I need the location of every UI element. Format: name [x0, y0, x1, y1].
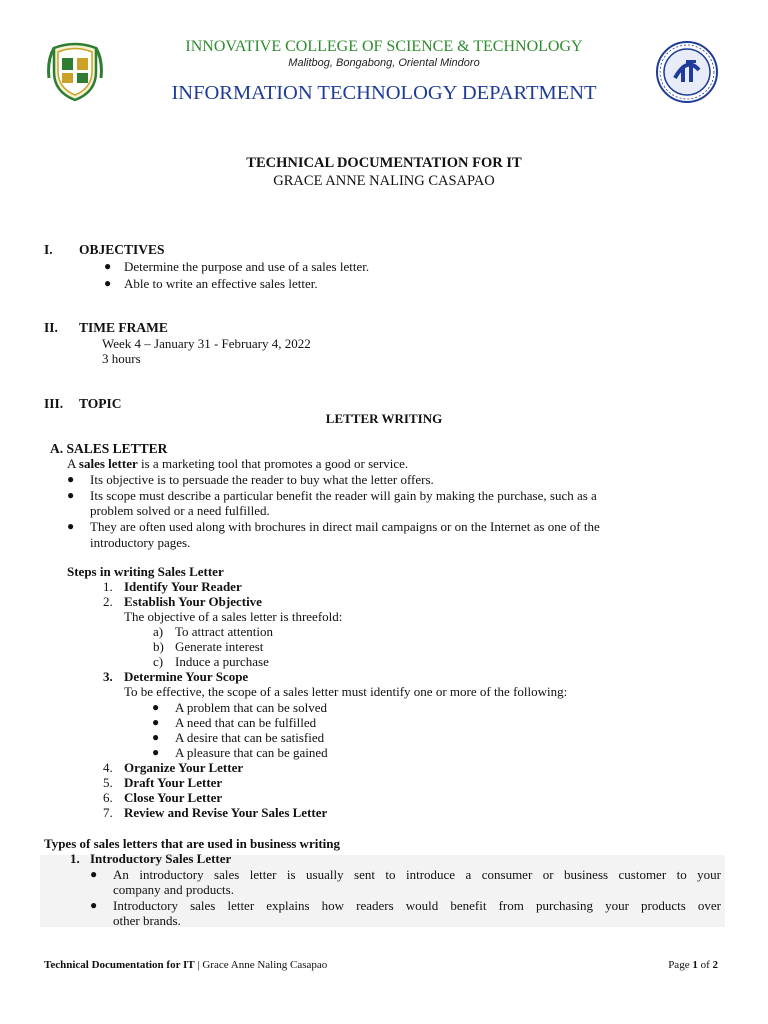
intro-bold: sales letter — [78, 456, 138, 471]
college-name: INNOVATIVE COLLEGE OF SCIENCE & TECHNOLOGY — [185, 38, 583, 55]
step-label: Draft Your Letter — [124, 775, 223, 790]
topic-heading: LETTER WRITING — [325, 411, 443, 426]
list-item-continued: company and products. — [113, 882, 234, 897]
bullet-icon: ● — [67, 488, 75, 502]
list-item-continued: other brands. — [113, 913, 181, 928]
sales-letter-heading: A. SALES LETTER — [50, 441, 168, 456]
time-frame-week: Week 4 – January 31 - February 4, 2022 — [102, 336, 311, 351]
page-of: of — [697, 959, 713, 971]
bullet-icon: ● — [90, 898, 98, 912]
bullet-icon: ● — [152, 730, 160, 744]
step-label: Review and Revise Your Sales Letter — [124, 805, 328, 820]
page-total: 2 — [712, 959, 718, 971]
bullet-icon: ● — [104, 276, 112, 290]
author-name: GRACE ANNE NALING CASAPAO — [273, 173, 495, 189]
bullet-icon: ● — [152, 715, 160, 729]
footer-left — [44, 959, 327, 971]
types-heading: Types of sales letters that are used in business writing — [44, 836, 340, 851]
list-item: Its objective is to persuade the reader to buy what the letter offers. — [90, 472, 434, 487]
step-label: Identify Your Reader — [124, 579, 242, 594]
footer-doc-title: Technical Documentation for IT — [44, 959, 195, 971]
step-description: The objective of a sales letter is threefold: — [124, 609, 343, 624]
step-number: 2. — [103, 594, 113, 609]
list-item-continued: problem solved or a need fulfilled. — [90, 503, 270, 518]
time-frame-hours: 3 hours — [102, 351, 141, 366]
step-number: 6. — [103, 790, 113, 805]
list-item: Able to write an effective sales letter. — [124, 276, 318, 291]
section-heading-objectives: OBJECTIVES — [79, 242, 165, 257]
bullet-icon: ● — [67, 519, 75, 533]
step-label: Close Your Letter — [124, 790, 223, 805]
sub-item: Generate interest — [175, 639, 264, 654]
step-label: Determine Your Scope — [124, 669, 249, 684]
sub-item: A need that can be fulfilled — [175, 715, 317, 730]
section-number: II. — [44, 320, 58, 335]
sub-item: A desire that can be satisfied — [175, 730, 325, 745]
type-number: 1. — [70, 851, 80, 866]
list-item: An introductory sales letter is usually sent to introduce a consumer or business customer to your — [113, 867, 721, 882]
department-name: INFORMATION TECHNOLOGY DEPARTMENT — [171, 82, 597, 104]
step-number: 5. — [103, 775, 113, 790]
step-number: 7. — [103, 805, 113, 820]
section-number: I. — [44, 242, 53, 257]
bullet-icon: ● — [104, 259, 112, 273]
sub-item: Induce a purchase — [175, 654, 269, 669]
section-number: III. — [44, 396, 64, 411]
step-number: 4. — [103, 760, 113, 775]
section-heading-topic: TOPIC — [79, 396, 122, 411]
sub-item: A pleasure that can be gained — [175, 745, 328, 760]
sub-item: To attract attention — [175, 624, 273, 639]
step-label: Establish Your Objective — [124, 594, 262, 609]
sub-item-marker: a) — [153, 624, 164, 639]
bullet-icon: ● — [67, 472, 75, 486]
intro-text: is a marketing tool that promotes a good or service. — [137, 456, 409, 471]
bullet-icon: ● — [152, 745, 160, 759]
page-current: 1 — [692, 959, 698, 971]
intro-text: A — [67, 456, 79, 471]
section-heading-time-frame: TIME FRAME — [79, 320, 168, 335]
list-item: Introductory sales letter explains how readers would benefit from purchasing your products over — [113, 898, 721, 913]
step-number: 1. — [103, 579, 113, 594]
page-number — [620, 959, 718, 971]
list-item: Its scope must describe a particular benefit the reader will gain by making the purchase, such as a — [90, 488, 597, 503]
sales-letter-intro — [67, 456, 408, 472]
document-title: TECHNICAL DOCUMENTATION FOR IT — [246, 155, 522, 171]
bullet-icon: ● — [90, 867, 98, 881]
page-label: Page — [668, 959, 693, 971]
sub-item-marker: c) — [153, 654, 164, 669]
list-item: Determine the purpose and use of a sales letter. — [124, 259, 370, 274]
type-label: Introductory Sales Letter — [90, 851, 232, 866]
footer-author: | Grace Anne Naling Casapao — [194, 959, 328, 971]
steps-heading: Steps in writing Sales Letter — [67, 564, 224, 579]
list-item: They are often used along with brochures in direct mail campaigns or on the Internet as one of the — [90, 519, 600, 534]
step-number: 3. — [103, 669, 113, 684]
bullet-icon: ● — [152, 700, 160, 714]
sub-item-marker: b) — [153, 639, 164, 654]
step-label: Organize Your Letter — [124, 760, 244, 775]
sub-item: A problem that can be solved — [175, 700, 327, 715]
college-address: Malitbog, Bongabong, Oriental Mindoro — [288, 57, 480, 69]
step-description: To be effective, the scope of a sales letter must identify one or more of the following: — [124, 684, 568, 699]
list-item-continued: introductory pages. — [90, 535, 191, 550]
